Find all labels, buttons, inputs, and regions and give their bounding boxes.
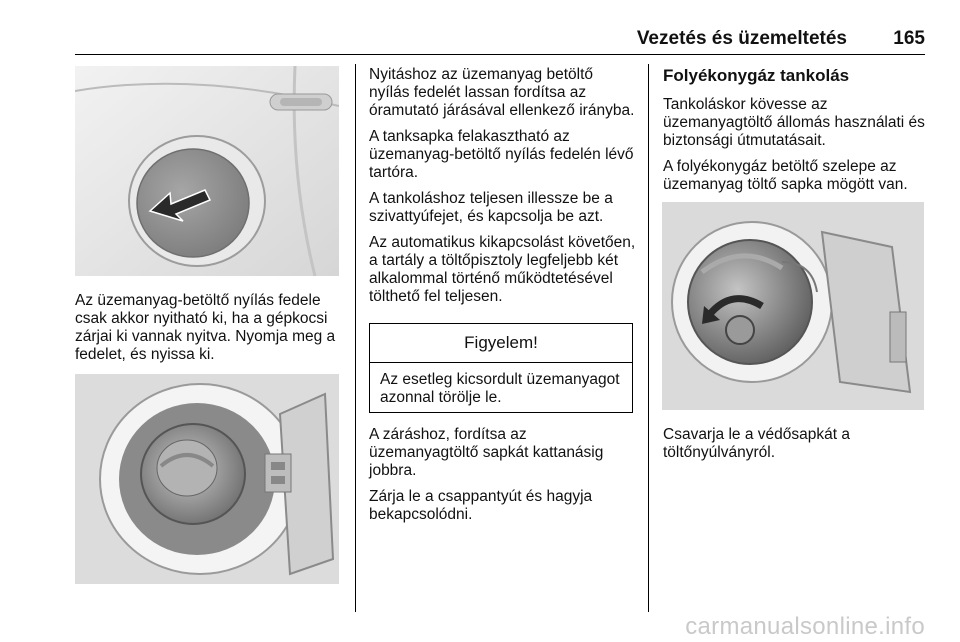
paragraph-opening: Nyitáshoz az üzemanyag betöltő nyílás fedelét lassan fordítsa az óramutató járásával ellenkező irányba. <box>369 66 635 119</box>
caption-fuel-flap: Az üzemanyag-betöltő nyílás fedele csak akkor nyitható ki, ha a gépkocsi zárjai ki vannak nyitva. Nyomja meg a fedelet, és nyissa ki. <box>75 292 336 363</box>
caption-lpg-cap: Csavarja le a védősapkát a töltőnyúlványról. <box>663 426 850 461</box>
figure-fuel-flap-closed <box>75 66 339 276</box>
paragraph-cap-holder: A tanksapka felakasztható az üzemanyag-betöltő nyílás fedelén lévő tartóra. <box>369 128 634 181</box>
paragraph-auto-shutoff: Az automatikus kikapcsolást követően, a tartály a töltőpisztoly legfeljebb két alkalommal történő működtetésével tölthető fel teljesen. <box>369 234 636 305</box>
notice-title: Figyelem! <box>370 324 632 363</box>
page-number: 165 <box>893 28 925 49</box>
paragraph-lpg-valve: A folyékonygáz betöltő szelepe az üzemanyag töltő sapka mögött van. <box>663 158 908 193</box>
figure-lpg-valve <box>662 202 924 410</box>
column-2-closing <box>369 426 637 532</box>
column-divider-1 <box>355 64 356 612</box>
paragraph-closing: A záráshoz, fordítsa az üzemanyagtöltő sapkát kattanásig jobbra. <box>369 426 604 479</box>
notice-body: Az esetleg kicsordult üzemanyagot azonnal törölje le. <box>380 371 620 406</box>
paragraph-lpg-safety: Tankoláskor kövesse az üzemanyagtöltő állomás használati és biztonsági útmutatásait. <box>663 96 925 149</box>
column-2-body <box>369 66 637 314</box>
notice-box <box>369 323 633 413</box>
figure-fuel-flap-open <box>75 374 339 584</box>
fuel-flap-open-illustration <box>75 374 339 584</box>
chapter-title: Vezetés és üzemeltetés <box>636 28 847 49</box>
fuel-flap-closed-illustration <box>75 66 339 276</box>
running-header <box>75 28 925 52</box>
lpg-heading: Folyékonygáz tankolás <box>663 66 850 85</box>
watermark: carmanualsonline.info <box>685 613 925 640</box>
column-divider-2 <box>648 64 649 612</box>
paragraph-refuel: A tankoláshoz teljesen illessze be a szivattyúfejet, és kapcsolja be azt. <box>369 190 613 225</box>
lpg-valve-illustration <box>662 202 924 410</box>
column-3-body <box>663 96 931 202</box>
paragraph-latch: Zárja le a csappantyút és hagyja bekapcsolódni. <box>369 488 593 523</box>
header-rule <box>75 54 925 55</box>
